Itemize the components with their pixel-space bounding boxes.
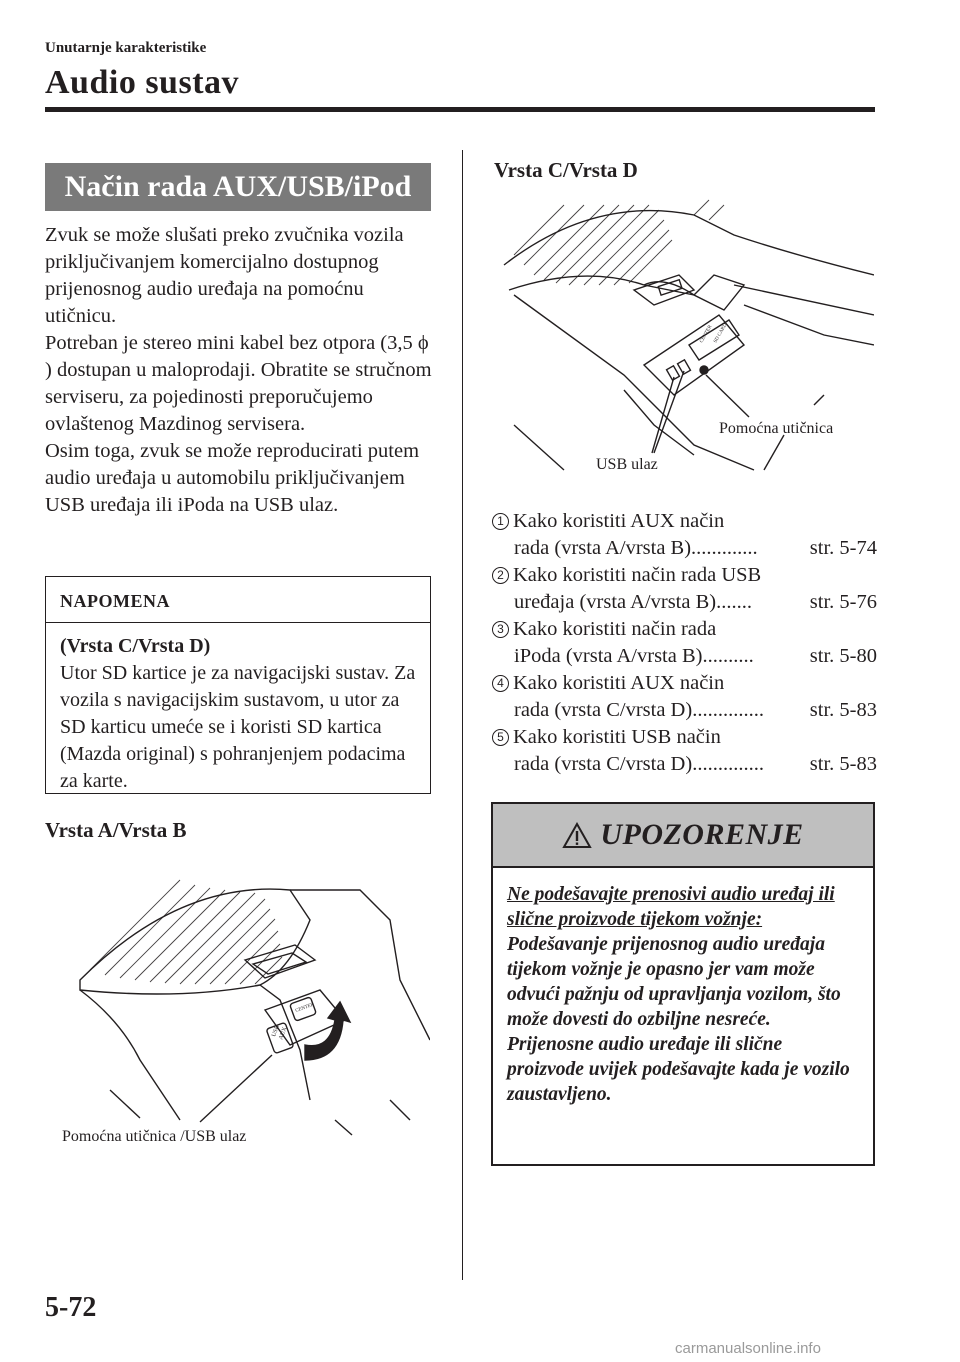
figure-cd-caption-aux: Pomoćna utičnica xyxy=(719,420,834,437)
port-label: USB xyxy=(271,1024,281,1038)
figure-cd-caption-usb: USB ulaz xyxy=(596,456,658,473)
note-subtitle: (Vrsta C/Vrsta D) xyxy=(60,635,211,657)
list-item[interactable] xyxy=(492,616,877,670)
item-title: Kako koristiti način rada xyxy=(513,618,717,640)
item-title: Kako koristiti AUX način xyxy=(513,672,725,694)
intro-paragraph: Zvuk se može slušati preko zvučnika vozila priključivanjem komercijalno dostupnog prijenosnog audio uređaja na pomoćnu utičnicu. xyxy=(45,224,404,327)
leader-dots: .............. xyxy=(692,699,764,721)
item-number: 1 xyxy=(492,513,509,530)
item-title-cont: uređaja (vrsta A/vrsta B) xyxy=(514,591,717,613)
item-number: 5 xyxy=(492,729,509,746)
list-item[interactable] xyxy=(492,508,877,562)
page-ref: str. 5-83 xyxy=(809,753,877,775)
warning-body xyxy=(493,868,873,1107)
console-illustration-ab xyxy=(60,860,430,1160)
cross-reference-list xyxy=(492,508,877,778)
warning-triangle-icon xyxy=(562,822,592,849)
leader-dots: ....... xyxy=(716,591,752,613)
port-label: AUX xyxy=(278,1026,289,1041)
item-number: 3 xyxy=(492,621,509,638)
page-ref: str. 5-74 xyxy=(809,537,877,559)
warning-title: UPOZORENJE xyxy=(600,818,804,851)
header-rule xyxy=(45,107,875,112)
note-title: NAPOMENA xyxy=(46,577,430,623)
item-title: Kako koristiti AUX način xyxy=(513,510,725,532)
page-number: 5-72 xyxy=(45,1292,97,1323)
item-title-cont: rada (vrsta A/vrsta B) xyxy=(514,537,692,559)
intro-text xyxy=(45,222,440,519)
page-ref: str. 5-76 xyxy=(809,591,877,613)
warning-box xyxy=(491,802,875,1166)
chapter-label: Unutarnje karakteristike xyxy=(45,40,207,56)
list-item[interactable] xyxy=(492,562,877,616)
item-title: Kako koristiti način rada USB xyxy=(513,564,762,586)
item-title-cont: iPoda (vrsta A/vrsta B) xyxy=(514,645,703,667)
warning-lead: Ne podešavajte prenosivi audio uređaj ili slične proizvode tijekom vožnje: xyxy=(507,884,835,930)
leader-dots: .............. xyxy=(692,753,764,775)
list-item[interactable] xyxy=(492,724,877,778)
item-title-cont: rada (vrsta C/vrsta D) xyxy=(514,753,693,775)
list-item[interactable] xyxy=(492,670,877,724)
page-title: Audio sustav xyxy=(45,64,240,101)
warning-text: Podešavanje prijenosnog audio uređaja tijekom vožnje je opasno jer vam može odvući pažnju od upravljanja vozilom, što može dovesti do ozbiljne nesreće. Prijenosne audio uređaje ili slične proizvode uvijek podešavajte kada je vozilo zaustavljeno. xyxy=(507,934,850,1105)
figure-cd-heading: Vrsta C/Vrsta D xyxy=(494,158,638,182)
leader-dots: .......... xyxy=(702,645,754,667)
port-label: CENTER xyxy=(294,1002,315,1014)
figure-ab-caption: Pomoćna utičnica /USB ulaz xyxy=(62,1128,247,1145)
warning-header xyxy=(493,804,873,868)
item-title-cont: rada (vrsta C/vrsta D) xyxy=(514,699,693,721)
item-number: 2 xyxy=(492,567,509,584)
item-number: 4 xyxy=(492,675,509,692)
note-box xyxy=(45,576,431,794)
intro-paragraph: Osim toga, zvuk se može reproducirati putem audio uređaja u automobilu priključivanjem USB uređaja ili iPoda na USB ulaz. xyxy=(45,440,420,516)
note-text: Utor SD kartice je za navigacijski sustav. Za vozila s navigacijskim sustavom, u utor za SD karticu umeće se i koristi SD kartica (Mazda original) s pohranjenjem podacima za karte. xyxy=(60,662,416,792)
port-label: SD CARD xyxy=(713,322,729,344)
item-title: Kako koristiti USB način xyxy=(513,726,721,748)
figure-ab-heading: Vrsta A/Vrsta B xyxy=(45,818,187,842)
note-body xyxy=(46,623,430,795)
section-title: Način rada AUX/USB/iPod xyxy=(45,163,431,211)
page-ref: str. 5-80 xyxy=(809,645,877,667)
page-ref: str. 5-83 xyxy=(809,699,877,721)
port-label: CENTER xyxy=(699,324,714,344)
column-divider xyxy=(462,150,463,1280)
intro-paragraph: Potreban je stereo mini kabel bez otpora (3,5 ϕ ) dostupan u maloprodaji. Obratite se stručnom serviseru, za pojedinosti preporučujemo ovlaštenog Mazdinog servisera. xyxy=(45,332,432,435)
leader-dots: ............. xyxy=(691,537,758,559)
watermark: carmanualsonline.info xyxy=(675,1340,821,1357)
